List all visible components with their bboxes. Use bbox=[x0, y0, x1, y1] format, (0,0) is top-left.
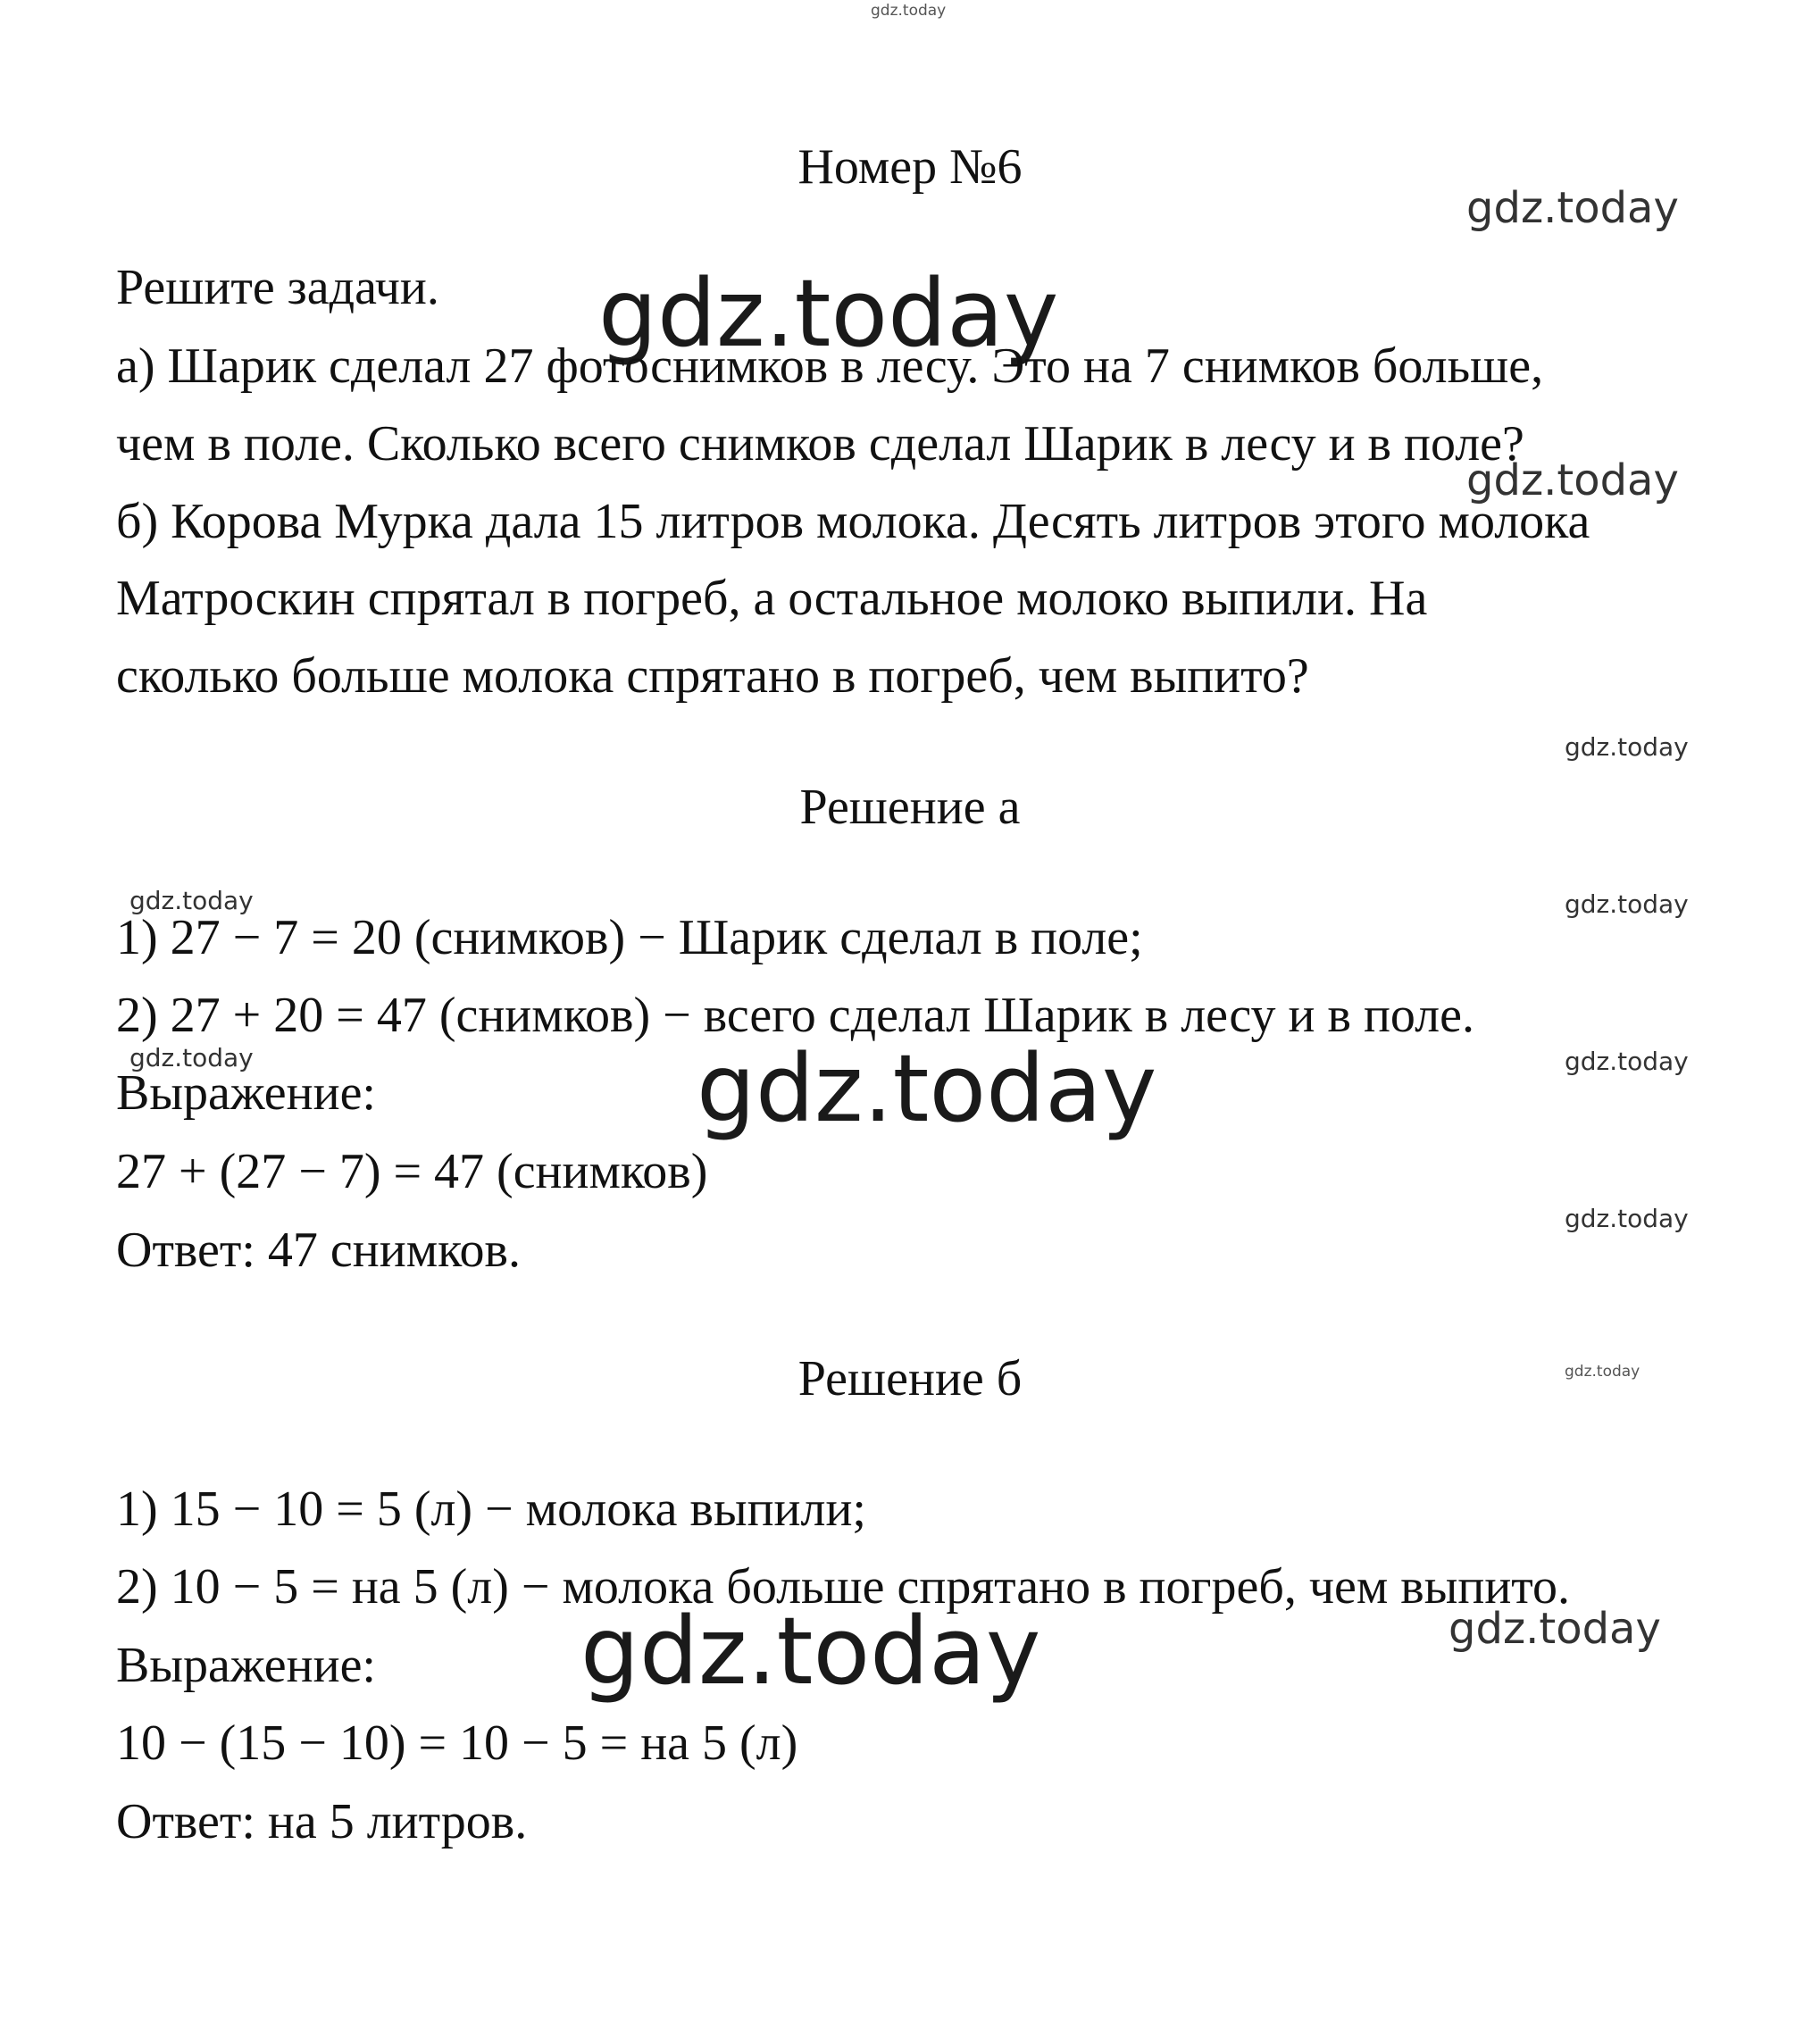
task-line-2: чем в поле. Сколько всего снимков сделал Шарик в лесу и в поле? bbox=[116, 416, 1524, 472]
solution-a-expression: 27 + (27 − 7) = 47 (снимков) bbox=[116, 1144, 708, 1199]
solution-a-step-2: 2) 27 + 20 = 47 (снимков) − всего сделал Шарик в лесу и в поле. bbox=[116, 988, 1474, 1043]
task-line-4: Матроскин спрятал в погреб, а остальное молоко выпили. На bbox=[116, 571, 1428, 626]
watermark-top: gdz.today bbox=[871, 2, 947, 20]
task-intro: Решите задачи. bbox=[116, 260, 439, 315]
watermark-large-3: gdz.today bbox=[580, 1597, 1041, 1706]
task-line-5: сколько больше молока спрятано в погреб, чем выпито? bbox=[116, 648, 1309, 704]
watermark-right-6: gdz.today bbox=[1565, 1204, 1689, 1233]
solution-a-answer: Ответ: 47 снимков. bbox=[116, 1223, 521, 1278]
solution-b-expression-label: Выражение: bbox=[116, 1638, 376, 1693]
solution-b-answer: Ответ: на 5 литров. bbox=[116, 1794, 528, 1849]
watermark-right-8: gdz.today bbox=[1448, 1604, 1661, 1654]
watermark-right-4: gdz.today bbox=[1565, 889, 1689, 919]
watermark-right-1: gdz.today bbox=[1466, 183, 1679, 233]
watermark-right-5: gdz.today bbox=[1565, 1047, 1689, 1076]
solution-b-step-1: 1) 15 − 10 = 5 (л) − молока выпили; bbox=[116, 1481, 866, 1537]
watermark-right-2: gdz.today bbox=[1466, 455, 1679, 505]
watermark-left-2: gdz.today bbox=[129, 1043, 254, 1072]
solution-a-step-1: 1) 27 − 7 = 20 (снимков) − Шарик сделал в поле; bbox=[116, 910, 1143, 965]
solution-b-expression: 10 − (15 − 10) = 10 − 5 = на 5 (л) bbox=[116, 1715, 798, 1771]
task-line-1: а) Шарик сделал 27 фотоснимков в лесу. Это на 7 снимков больше, bbox=[116, 338, 1544, 394]
watermark-large-1: gdz.today bbox=[598, 259, 1059, 368]
solution-a-heading: Решение а bbox=[799, 780, 1021, 835]
solution-a-expression-label: Выражение: bbox=[116, 1065, 376, 1121]
solution-b-heading: Решение б bbox=[797, 1351, 1023, 1406]
page-title: Номер №6 bbox=[797, 139, 1023, 195]
watermark-left-1: gdz.today bbox=[129, 886, 254, 915]
solution-b-step-2: 2) 10 − 5 = на 5 (л) − молока больше спрятано в погреб, чем выпито. bbox=[116, 1559, 1571, 1615]
watermark-right-3: gdz.today bbox=[1565, 732, 1689, 762]
watermark-right-7: gdz.today bbox=[1565, 1363, 1641, 1381]
watermark-large-2: gdz.today bbox=[697, 1034, 1157, 1143]
task-line-3: б) Корова Мурка дала 15 литров молока. Десять литров этого молока bbox=[116, 494, 1590, 549]
